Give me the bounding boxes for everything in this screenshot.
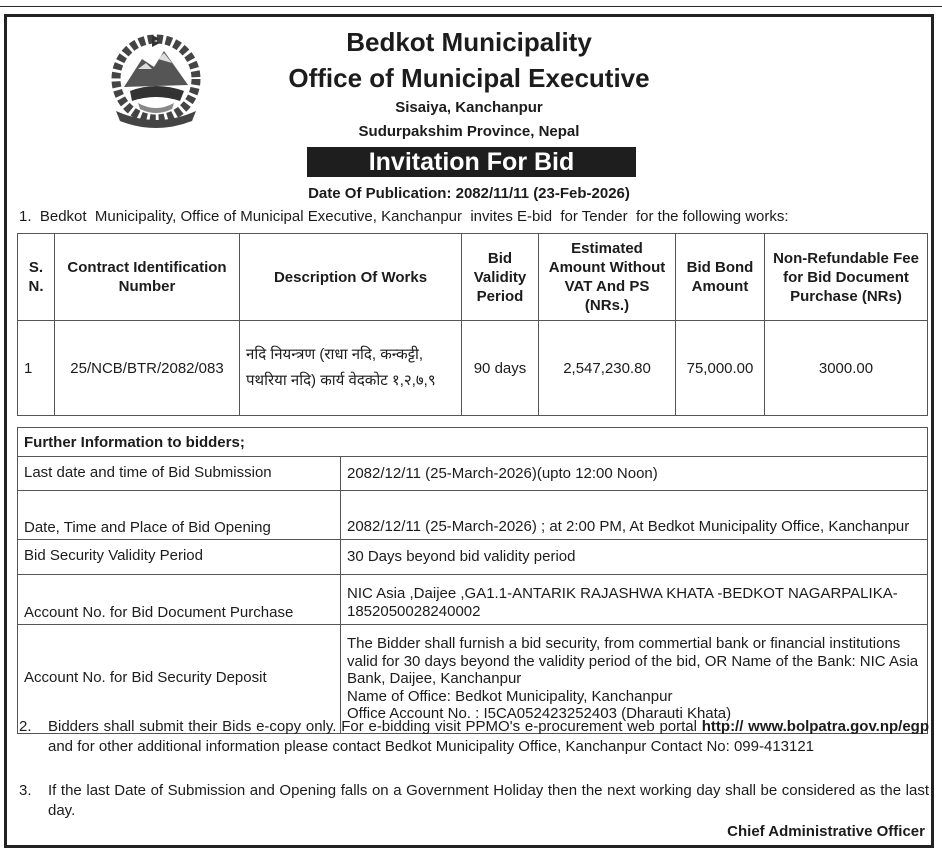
- info-label: Bid Security Validity Period: [18, 540, 341, 575]
- info-label: Date, Time and Place of Bid Opening: [18, 491, 341, 540]
- works-table: [17, 233, 928, 416]
- note-number: 2.: [19, 718, 32, 735]
- further-info-table: [17, 427, 928, 734]
- info-label: Account No. for Bid Document Purchase: [18, 575, 341, 625]
- cell-estimated-amount: 2,547,230.80: [539, 321, 676, 416]
- header-document-fee: Non-Refundable Fee for Bid Document Purchase (NRs): [765, 234, 928, 321]
- address-line-1: Sisaiya, Kanchanpur: [395, 99, 543, 116]
- intro-paragraph: 1. Bedkot Municipality, Office of Municipal Executive, Kanchanpur invites E-bid for Tender for the following works:: [19, 208, 789, 225]
- header-bid-bond: Bid Bond Amount: [676, 234, 765, 321]
- table-row: [18, 321, 928, 416]
- info-value: 2082/12/11 (25-March-2026)(upto 12:00 Noon): [341, 457, 928, 491]
- address-line-2: Sudurpakshim Province, Nepal: [358, 123, 580, 140]
- note-text-part: and for other additional information please contact Bedkot Municipality Office, Kanchanpur Contact No: 099-413121: [48, 738, 815, 755]
- cell-description: नदि नियन्त्रण (राधा नदि, कन्कट्टी, पथरिया नदि) कार्य वेदकोट १,२,७,९: [240, 321, 462, 416]
- cell-sn: 1: [18, 321, 55, 416]
- info-row: [18, 540, 928, 575]
- info-value-line: Name of Office: Bedkot Municipality, Kanchanpur: [347, 687, 673, 705]
- info-value: 2082/12/11 (25-March-2026) ; at 2:00 PM, At Bedkot Municipality Office, Kanchanpur: [341, 491, 928, 540]
- top-rule: [0, 6, 942, 7]
- note-3: [19, 781, 929, 821]
- header-sn: S. N.: [18, 234, 55, 321]
- municipality-name: Bedkot Municipality: [346, 27, 592, 57]
- note-text: [48, 717, 929, 757]
- further-info-title: Further Information to bidders;: [18, 428, 928, 457]
- cell-bid-bond: 75,000.00: [676, 321, 765, 416]
- cell-document-fee: 3000.00: [765, 321, 928, 416]
- info-value-line: Office Account No. : I5CA052423252403 (Dharauti Khata): [347, 705, 732, 723]
- header-bid-validity: Bid Validity Period: [462, 234, 539, 321]
- header-description: Description Of Works: [240, 234, 462, 321]
- header-contract-id: Contract Identification Number: [55, 234, 240, 321]
- info-value: NIC Asia ,Daijee ,GA1.1-ANTARIK RAJASHWA KHATA -BEDKOT NAGARPALIKA- 1852050028240002: [341, 575, 928, 625]
- note-text-part: Bidders shall submit their Bids e-copy only. For e-bidding visit PPMO's e-procurement web portal: [48, 718, 702, 735]
- note-number: 3.: [19, 782, 32, 799]
- note-text: If the last Date of Submission and Opening falls on a Government Holiday then the next working day shall be considered as the last day.: [48, 782, 929, 819]
- info-value-line: The Bidder shall furnish a bid security, from commertial bank or financial institutions valid for 30 days beyond the validity period of the bid, OR Name of the Bank: NIC Asia Bank, Daijee, Kanchanpur: [347, 635, 919, 688]
- note-2: [19, 717, 929, 757]
- info-row: [18, 491, 928, 540]
- signatory: Chief Administrative Officer: [727, 823, 925, 840]
- works-table-header: [18, 234, 928, 321]
- info-label: Last date and time of Bid Submission: [18, 457, 341, 491]
- cell-contract-id: 25/NCB/BTR/2082/083: [55, 321, 240, 416]
- office-name: Office of Municipal Executive: [288, 63, 650, 93]
- info-value: 30 Days beyond bid validity period: [341, 540, 928, 575]
- info-row: [18, 457, 928, 491]
- invitation-banner: Invitation For Bid: [307, 147, 636, 177]
- egp-portal-link[interactable]: http:// www.bolpatra.gov.np/egp: [701, 718, 929, 735]
- header-estimated-amount: Estimated Amount Without VAT And PS (NRs.): [539, 234, 676, 321]
- publication-date: Date Of Publication: 2082/11/11 (23-Feb-2026): [308, 185, 630, 202]
- info-row: [18, 575, 928, 625]
- info-label: Account No. for Bid Security Deposit: [18, 625, 341, 734]
- notice-frame: [4, 14, 934, 848]
- cell-bid-validity: 90 days: [462, 321, 539, 416]
